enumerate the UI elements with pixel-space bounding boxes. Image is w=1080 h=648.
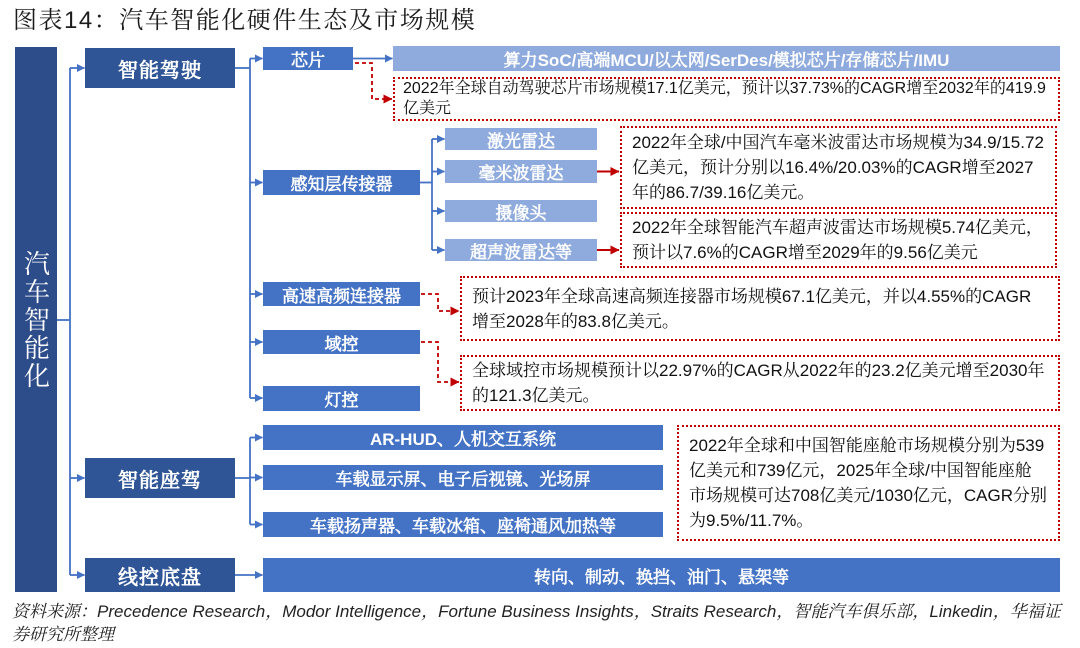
category-label: 智能座驾 (118, 469, 202, 492)
chassis-components-label: 转向、制动、换挡、油门、悬架等 (534, 567, 789, 587)
node-lighting-control (263, 386, 420, 411)
category-autonomous-driving (85, 48, 235, 88)
sensor-label: 毫米波雷达 (478, 164, 564, 183)
cockpit-item-comfort (263, 512, 663, 537)
node-high-speed-connectors (263, 282, 420, 306)
arrow-domain-to-note (421, 342, 459, 382)
sensor-label: 摄像头 (495, 203, 547, 223)
node-label: 灯控 (324, 391, 359, 410)
ultrasonic-radar-market-note (620, 212, 1057, 268)
chip-market-note (393, 77, 1060, 121)
domain-controller-market-note (460, 355, 1060, 411)
chassis-components-bar (263, 558, 1060, 592)
sensor-label: 超声波雷达等 (470, 242, 572, 262)
category-label: 线控底盘 (118, 566, 202, 589)
cockpit-item-label: AR-HUD、人机交互系统 (369, 430, 557, 449)
note-text: 全球域控市场规模预计以22.97%的CAGR从2022年的23.2亿美元增至2030年的121.3亿美元。 (472, 361, 1045, 405)
mmwave-radar-market-note (620, 126, 1057, 209)
high-speed-connectors-market-note (460, 276, 1060, 341)
note-text: 2022年全球智能汽车超声波雷达市场规模5.74亿美元，预计以7.6%的CAGR增至2029年的9.56亿美元 (632, 218, 1043, 262)
node-label: 芯片 (291, 51, 325, 70)
arrow-connectors-to-note (421, 294, 459, 311)
category-smart-cockpit (85, 458, 235, 498)
figure-title: 图表14：汽车智能化硬件生态及市场规模 (13, 7, 477, 34)
chip-components-bar (393, 46, 1060, 71)
sensor-camera (445, 200, 597, 222)
root-label: 汽车智能化 (20, 249, 51, 390)
note-text: 2022年全球/中国汽车毫米波雷达市场规模为34.9/15.72亿美元，预计分别以16.4%/20.03%的CAGR增至2027年的86.7/39.16亿美元。 (632, 133, 1044, 202)
sensor-label: 激光雷达 (487, 131, 555, 151)
chip-components-label: 算力SoC/高端MCU/以太网/SerDes/模拟芯片/存储芯片/IMU (503, 51, 950, 70)
sensor-lidar (445, 128, 597, 150)
category-chassis-by-wire (85, 558, 235, 592)
node-label: 感知层传接器 (290, 175, 393, 194)
sensor-mmwave-radar (445, 160, 597, 183)
note-text: 2022年全球和中国智能座舱市场规模分别为539亿美元和739亿元，2025年全球/中国智能座舱市场规模可达708亿美元/1030亿元，CAGR分别为9.5%/11.7%。 (689, 436, 1048, 530)
node-sensors (263, 170, 420, 195)
note-text: 2022年全球自动驾驶芯片市场规模17.1亿美元，预计以37.73%的CAGR增至2032年的419.9亿美元 (403, 80, 1046, 117)
root-box (15, 47, 57, 592)
node-label: 高速高频连接器 (282, 286, 401, 306)
cockpit-item-displays (263, 465, 663, 490)
node-chip (263, 47, 353, 70)
node-label: 域控 (324, 334, 359, 354)
cockpit-item-label: 车载扬声器、车载冰箱、座椅通风加热等 (310, 517, 616, 536)
note-text: 预计2023年全球高速高频连接器市场规模67.1亿美元，并以4.55%的CAGR增至2028年的83.8亿美元。 (472, 286, 1032, 331)
node-domain-controller (263, 330, 420, 354)
category-label: 智能驾驶 (118, 59, 202, 82)
source-note: 资料来源：Precedence Research，Modor Intelligence，Fortune Business Insights，Straits Research，智能汽车俱乐部，Linkedin，华福证券研究所整理 (12, 602, 1061, 644)
cockpit-item-ar-hud (263, 425, 663, 450)
sensor-ultrasonic-radar (445, 239, 597, 261)
cockpit-item-label: 车载显示屏、电子后视镜、光场屏 (335, 470, 591, 489)
arrow-chip-to-note (355, 63, 392, 99)
smart-cockpit-market-note (677, 425, 1060, 541)
